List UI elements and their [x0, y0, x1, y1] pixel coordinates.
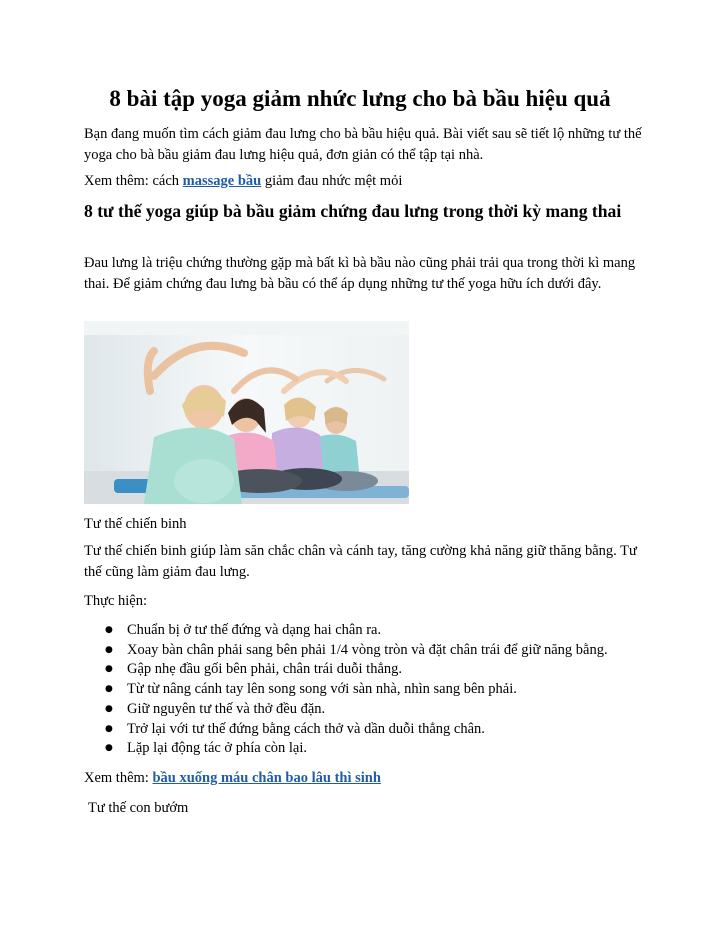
pose-caption-warrior: Tư thế chiến binh — [84, 516, 187, 532]
list-item: ● Từ từ nâng cánh tay lên song song với sàn nhà, nhìn sang bên phải. — [105, 680, 665, 700]
yoga-photo — [84, 321, 409, 504]
list-item: ● Gập nhẹ đầu gối bên phải, chân trái duỗi thẳng. — [105, 660, 665, 680]
list-item: ● Xoay bàn chân phải sang bên phải 1/4 vòng tròn và đặt chân trái để giữ năng bằng. — [105, 641, 665, 661]
section-heading: 8 tư thế yoga giúp bà bầu giảm chứng đau lưng trong thời kỳ mang thai — [84, 201, 622, 221]
bau-xuong-mau-link[interactable]: bầu xuống máu chân bao lâu thì sinh — [152, 770, 381, 786]
how-to-label: Thực hiện: — [84, 593, 148, 609]
see-also-massage — [84, 171, 402, 191]
intro-paragraph: Bạn đang muốn tìm cách giảm đau lưng cho bà bầu hiệu quả. Bài viết sau sẽ tiết lộ những tư thế yoga cho bà bầu giảm đau lưng hiệu quả, đơn giản có thể tập tại nhà. — [84, 126, 642, 163]
see-also-suffix: giảm đau nhức mệt mỏi — [261, 173, 403, 189]
see-also-birth — [84, 768, 381, 788]
pose-caption-butterfly: Tư thế con bướm — [88, 800, 189, 816]
steps-list — [105, 621, 665, 759]
massage-bau-link[interactable]: massage bầu — [182, 173, 262, 189]
list-item: ● Lặp lại động tác ở phía còn lại. — [105, 739, 665, 759]
pose-description-warrior: Tư thế chiến binh giúp làm săn chắc chân và cánh tay, tăng cường khả năng giữ thăng bằng. Tư thế cũng làm giảm đau lưng. — [84, 543, 637, 580]
list-item: ● Trở lại với tư thế đứng bằng cách thở và dần duỗi thẳng chân. — [105, 720, 665, 740]
page-title: 8 bài tập yoga giảm nhức lưng cho bà bầu hiệu quả — [109, 86, 611, 111]
see-also-prefix: Xem thêm: — [84, 770, 153, 786]
list-item: ● Chuẩn bị ở tư thế đứng và dạng hai chân ra. — [105, 621, 665, 641]
list-item: ● Giữ nguyên tư thế và thở đều đặn. — [105, 700, 665, 720]
section-intro-paragraph: Đau lưng là triệu chứng thường gặp mà bất kì bà bầu nào cũng phải trải qua trong thời kì mang thai. Để giảm chứng đau lưng bà bầu có thể áp dụng những tư thế yoga hữu ích dưới đây. — [84, 255, 636, 292]
see-also-prefix: Xem thêm: cách — [84, 173, 183, 189]
